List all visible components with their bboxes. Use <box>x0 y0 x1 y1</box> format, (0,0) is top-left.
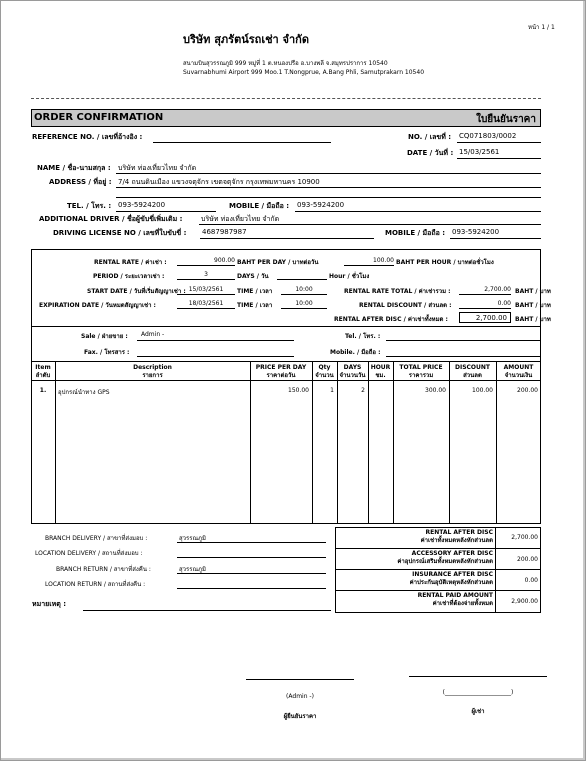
sum-insurance-label: INSURANCE AFTER DISC ค่าประกันอุบัติเหตุหลังหักส่วนลด <box>409 571 493 586</box>
location-delivery-label: LOCATION DELIVERY / สถานที่ส่งมอบ : <box>35 550 143 557</box>
branch-delivery-value: สุวรรณภูมิ <box>179 535 206 542</box>
col-item-header: Item ลำดับ <box>35 364 51 379</box>
col-discount-header: DISCOUNT ส่วนลด <box>454 364 491 379</box>
tel-label: TEL. / โทร. : <box>67 202 112 210</box>
additional-driver-label: ADDITIONAL DRIVER / ชื่อผู้ขับขี่เพิ่มเติม : <box>39 215 183 223</box>
sum-rental-after-label: RENTAL AFTER DISC ค่าเช่าทั้งหมดหลังหักส่วนลด <box>420 529 493 544</box>
start-date-label: START DATE / วันที่เริ่มสัญญาเช่า : <box>87 288 186 295</box>
rental-discount-label: RENTAL DISCOUNT / ส่วนลด : <box>359 302 452 309</box>
title-banner <box>31 109 541 127</box>
company-address-en: Suvarnabhumi Airport 999 Moo.1 T.Nongprue, A.Bang Phli, Samutprakarn 10540 <box>183 69 425 76</box>
name-value: บริษัท ท่องเที่ยวไทย จำกัด <box>118 164 197 172</box>
sale-value: Admin - <box>141 331 165 338</box>
rental-after-value: 2,700.00 <box>459 312 511 323</box>
date-value: 15/03/2561 <box>459 148 500 156</box>
sign-left-name: (Admin -) <box>286 693 314 700</box>
sign-left-role: ผู้ยืนยันราคา <box>283 713 317 720</box>
row-total: 300.00 <box>425 387 446 394</box>
address-label: ADDRESS / ที่อยู่ : <box>49 178 112 186</box>
reference-label: REFERENCE NO. / เลขที่อ้างอิง : <box>32 133 143 141</box>
rental-discount-value: 0.00 <box>497 300 511 307</box>
banner-title-en: ORDER CONFIRMATION <box>34 112 164 123</box>
branch-return-value: สุวรรณภูมิ <box>179 566 206 573</box>
mobile2-label: MOBILE / มือถือ : <box>385 229 446 237</box>
expiration-date-value: 18/03/2561 <box>188 300 224 307</box>
hour-label: Hour / ชั่วโมง <box>329 273 370 280</box>
branch-return-label: BRANCH RETURN / สาขาที่ส่งคืน : <box>56 566 151 573</box>
remark-label: หมายเหตุ : <box>32 600 67 608</box>
rental-after-label: RENTAL AFTER DISC / ค่าเช่าทั้งหมด : <box>334 316 448 323</box>
sum-rental-after-value: 2,700.00 <box>511 534 538 541</box>
start-time-label: TIME / เวลา <box>237 288 273 295</box>
period-label: PERIOD / ระยะเวลาเช่า : <box>93 273 165 280</box>
rental-rate-label: RENTAL RATE / ค่าเช่า : <box>94 259 167 266</box>
branch-delivery-label: BRANCH DELIVERY / สาขาที่ส่งมอบ : <box>45 535 148 542</box>
rental-total-value: 2,700.00 <box>484 286 511 293</box>
row-amount: 200.00 <box>517 387 538 394</box>
baht-label-1: BAHT / บาท <box>515 288 551 295</box>
row-price: 150.00 <box>288 387 309 394</box>
baht-label-3: BAHT / บาท <box>515 316 551 323</box>
col-total-header: TOTAL PRICE ราคารวม <box>399 364 443 379</box>
row-discount: 100.00 <box>472 387 493 394</box>
exp-time-label: TIME / เวลา <box>237 302 273 309</box>
row-qty: 1 <box>330 387 334 394</box>
rental-rate-value: 900.00 <box>214 257 235 264</box>
baht-per-day-label: BAHT PER DAY / บาทต่อวัน <box>237 259 319 266</box>
rental-total-label: RENTAL RATE TOTAL / ค่าเช่ารวม : <box>344 288 451 295</box>
row-description: อุปกรณ์นำทาง GPS <box>58 389 110 396</box>
name-label: NAME / ชื่อ-นามสกุล : <box>37 164 111 172</box>
mobile-value: 093-5924200 <box>297 201 345 209</box>
col-qty-header: Qty จำนวน <box>315 364 334 379</box>
exp-time-value: 10:00 <box>295 300 313 307</box>
company-address-th: สนามบินสุวรรณภูมิ 999 หมู่ที่ 1 ต.หนองปรือ อ.บางพลี จ.สมุทรปราการ 10540 <box>183 60 388 67</box>
days-label: DAYS / วัน <box>237 273 269 280</box>
tel-value: 093-5924200 <box>118 201 166 209</box>
license-value: 4687987987 <box>202 228 247 236</box>
period-value: 3 <box>204 271 208 278</box>
sum-paid-value: 2,900.00 <box>511 598 538 605</box>
mobile-label: MOBILE / มือถือ : <box>229 202 290 210</box>
row-days: 2 <box>361 387 365 394</box>
location-return-label: LOCATION RETURN / สถานที่ส่งคืน : <box>45 581 146 588</box>
hour-rate-value: 100.00 <box>373 257 394 264</box>
no-value: CQ071803/0002 <box>459 132 517 140</box>
no-label: NO. / เลขที่ : <box>408 133 452 141</box>
additional-driver-value: บริษัท ท่องเที่ยวไทย จำกัด <box>201 215 280 223</box>
sum-insurance-value: 0.00 <box>524 577 538 584</box>
start-time-value: 10:00 <box>295 286 313 293</box>
sale-mobile-label: Mobile. / มือถือ : <box>330 349 381 356</box>
banner-title-th: ใบยืนยันราคา <box>476 114 536 125</box>
expiration-date-label: EXPIRATION DATE / วันหมดสัญญาเช่า : <box>39 302 156 309</box>
license-label: DRIVING LICENSE NO / เลขที่ใบขับขี่ : <box>53 229 187 237</box>
mobile2-value: 093-5924200 <box>452 228 500 236</box>
sum-accessory-value: 200.00 <box>517 556 538 563</box>
col-description-header: Description รายการ <box>133 364 172 379</box>
sum-paid-label: RENTAL PAID AMOUNT ค่าเช่าที่ต้องจ่ายทั้งหมด <box>417 592 493 607</box>
col-hour-header: HOUR ชม. <box>370 364 391 379</box>
sign-right-name: (______________________) <box>442 689 514 696</box>
sale-tel-label: Tel. / โทร. : <box>345 333 381 340</box>
page-number: หน้า 1 / 1 <box>528 24 555 31</box>
sum-accessory-label: ACCESSORY AFTER DISC ค่าอุปกรณ์เสริมทั้งหมดหลังหักส่วนลด <box>397 550 493 565</box>
baht-per-hour-label: BAHT PER HOUR / บาทต่อชั่วโมง <box>396 259 494 266</box>
fax-label: Fax. / โทรสาร : <box>84 349 130 356</box>
col-price-header: PRICE PER DAY ราคาต่อวัน <box>255 364 307 379</box>
col-amount-header: AMOUNT จำนวนเงิน <box>503 364 534 379</box>
baht-label-2: BAHT / บาท <box>515 302 551 309</box>
sign-right-role: ผู้เช่า <box>471 708 485 715</box>
col-days-header: DAYS จำนวนวัน <box>339 364 366 379</box>
company-name: บริษัท สุภรัตน์รถเช่า จำกัด <box>183 33 309 46</box>
start-date-value: 15/03/2561 <box>188 286 224 293</box>
date-label: DATE / วันที่ : <box>407 149 454 157</box>
sale-label: Sale / ฝ่ายขาย : <box>81 333 128 340</box>
row-item: 1. <box>39 387 47 394</box>
address-value: 7/4 ถนนดินเมือง แขวงจตุจักร เขตจตุจักร กรุงเทพมหานคร 10900 <box>118 178 320 186</box>
